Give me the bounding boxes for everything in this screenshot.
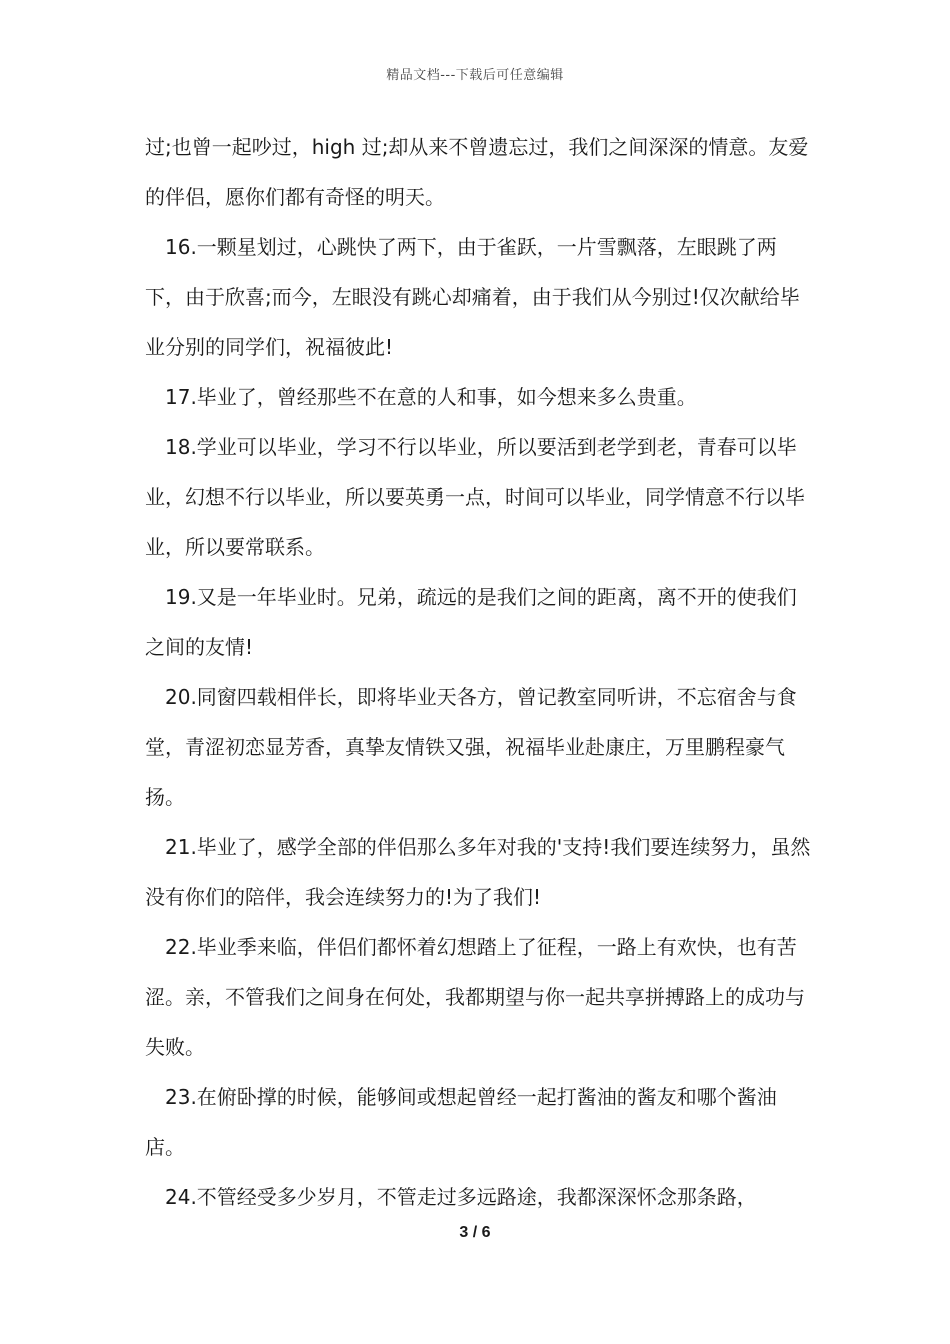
paragraph-22: 22.毕业季来临，伴侣们都怀着幻想踏上了征程，一路上有欢快，也有苦涩。亲，不管我们之间身在何处，我都期望与你一起共享拼搏路上的成功与失败。 xyxy=(145,935,805,1059)
paragraph-17: 17.毕业了，曾经那些不在意的人和事，如今想来多么贵重。 xyxy=(165,385,697,409)
paragraph-18: 18.学业可以毕业，学习不行以毕业，所以要活到老学到老，青春可以毕业，幻想不行以毕业，所以要英勇一点，时间可以毕业，同学情意不行以毕业，所以要常联系。 xyxy=(145,435,805,559)
page-header: 精品文档---下载后可任意编辑 xyxy=(386,68,564,83)
paragraph-24: 24.不管经受多少岁月，不管走过多远路途，我都深深怀念那条路， xyxy=(165,1185,757,1209)
document-body xyxy=(145,122,815,1222)
page-number: 3 / 6 xyxy=(459,1224,491,1241)
paragraph-20: 20.同窗四载相伴长，即将毕业天各方，曾记教室同听讲，不忘宿舍与食堂，青涩初恋显芳香，真挚友情铁又强，祝福毕业赴康庄，万里鹏程豪气扬。 xyxy=(145,685,797,809)
paragraph-16: 16.一颗星划过，心跳快了两下，由于雀跃，一片雪飘落，左眼跳了两下，由于欣喜;而今，左眼没有跳心却痛着，由于我们从今别过!仅次献给毕业分别的同学们，祝福彼此! xyxy=(145,235,800,359)
paragraph-21: 21.毕业了，感学全部的伴侣那么多年对我的'支持!我们要连续努力，虽然没有你们的陪伴，我会连续努力的!为了我们! xyxy=(145,835,811,909)
paragraph-23: 23.在俯卧撑的时候，能够间或想起曾经一起打酱油的酱友和哪个酱油店。 xyxy=(145,1085,777,1159)
paragraph-continued: 过;也曾一起吵过，high 过;却从来不曾遗忘过，我们之间深深的情意。友爱的伴侣，愿你们都有奇怪的明天。 xyxy=(145,135,809,209)
paragraph-19: 19.又是一年毕业时。兄弟，疏远的是我们之间的距离，离不开的使我们之间的友情! xyxy=(145,585,797,659)
